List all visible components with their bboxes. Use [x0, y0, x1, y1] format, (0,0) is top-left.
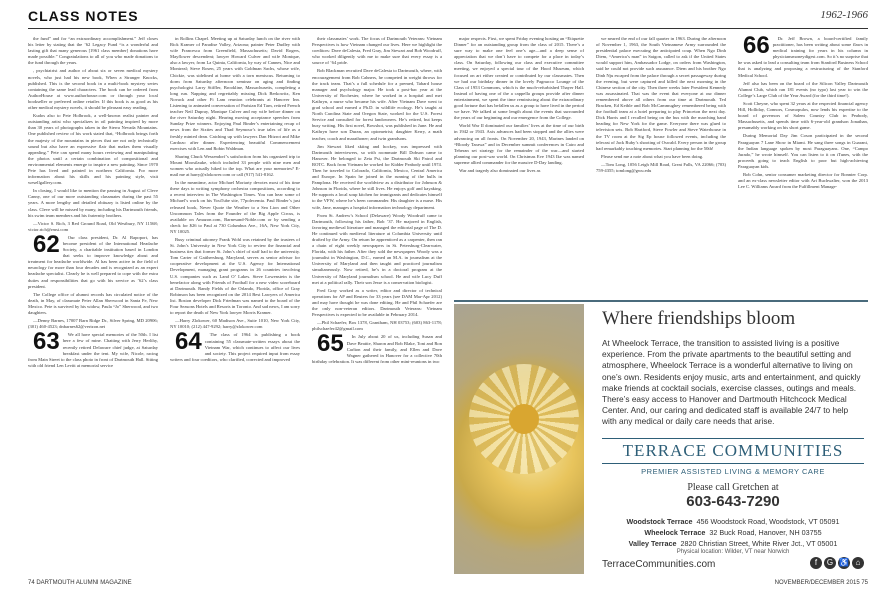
paragraph: 62 Our class president, Dr. Al Rapoport, has become president of the International Headache Society, a charitable institution based in London that seeks to improve knowledge about and treatment for headache worldwide. Al has been active in the field of neurology for more than four decades and is recognized as an expert headache specialist. Clearly he is well prepared to cope with the extra duties and responsibilities that go with his service as ’62’s class president. — [28, 230, 158, 289]
ad-body — [602, 308, 864, 570]
class-year-65: 65 — [317, 330, 344, 358]
signature: —Phil Schaefer, Box 1378, Grantham, NH 03753; (603) 863-1178; philschaefer42@gmail.com — [312, 320, 442, 332]
paragraph: we neared the end of our fall quarter in 1963. During the afternoon of November 1, 1963, the South Vietnamese Army surrounded the presidential palace executing the anticipated coup. When Ngo Dinh Diem, “America’s man” in Saigon, called to ask if the United States would support him, Ambassador Lodge, on orders from Washington, said he could not provide such assurance. Diem and his brother Ngo Dinh Nju escaped from the palace through a secret passageway during the evening, but were captured and killed the next morning in the Chinese section of the city. Then three weeks later President Kennedy was assassinated. That was the event that everyone at our dinner remembered above all others from our time at Dartmouth. Ted Bracken, Ed Keible and Bob McCammughey remembered being with the football team at a hotel preparing to play Princeton the next day. Dick Harris and I recalled being on the bus with the marching band heading for New York for the game. Everyone there was glued to television sets. Bob Hartford, Steve Fowler and Steve Waterhouse in the TV room at the Sig Ep house followed events, including the telecast of Jack Ruby’s shooting of Oswald. Every person in the group had remarkably touching memories. Start planning for the 50th! — [596, 36, 726, 151]
signature: —Victor S. Rich, 3 Red Ground Road, Old Westbury, NY 11568; victor.rich@rmsi.com — [28, 220, 158, 232]
paragraph: 64 The class of 1964 is publishing a book containing 55 classmate-written essays about the Vietnam War, which continues to affect our lives and society. This project required input from essay writers and four coeditors, who clarified, corrected and improved — [170, 328, 300, 362]
accessibility-icon: ♿ — [839, 558, 849, 567]
paragraph: War and tragedy also dominated our lives as — [459, 167, 541, 173]
paragraph: During Memorial Day Jim Coson participated in the second Paraguayan 7 Lane Show in Miami. He sang three songs in Guarani, the Indian language spoken by most Paraguayans. One, “Campo Jurado,” he wrote himself. You can listen to it on iTunes, with the proceeds going to teach English to poor but high-achieving Paraguayan kids. — [738, 133, 868, 169]
ad-blurb: At Wheelock Terrace, the transition to assisted living is a positive experience. From the private apartments to the beautiful setting and atmosphere, Wheelock Terrace is a wonderful alternative to living on one’s own. Residents enjoy music, arts and entertainment, and quickly make friends at cocktail socials, exercise classes, outings and meals. There’s easy access to Hanover and Dartmouth Hitchcock Medical Center. And, our caring and dedicated staff is available 24/7 to help with any medical or daily care needs that arise. — [602, 338, 861, 427]
column-1 — [28, 36, 158, 574]
flower-center — [509, 404, 539, 434]
paragraph: Scott Cheyne, who spent 32 years at the respected financial agency Hill, Holliday, Connors, Cosmopulos, now lends his expertise to the board of governors of Salem Country Club in Peabody, Massachusetts, and spends time with 6-year-old grandson Jonathan, presumably working on his short game. — [738, 100, 868, 131]
paragraph: in Rollins Chapel. Meeting up at Saturday lunch on the river with Rick Kramer of Paradise Valley, Arizona; painter Peter Dudley with wife Francesca from Greenfield, Massachusetts; David Rogers, Mayflower descendent; lawyer Howard Culver and wife Monique, also a lawyer, from La Quinta, California, by way of Cannes, Nice and Montreal; Steve Rosen, 25 years with Goldman Sachs, whose wife, Chickie, was sidelined at home with a torn meniscus. Returning to dorm from Saturday afternoon seminar on aging and finding psychologist Larry Stiffler, Brookline, Massachusetts, completing a long run. Napping and regrettably missing Dick Berkowitz, Ken Novack and other Fi Lam reunion celebrants at Hanover Inn. Listening to animated conversation of Parisian Ed Tarn, retired French teacher Neil Dupray, Monique Culver and my wife before dinner on the river Saturday night. Hearing moving acceptance speeches from Sunday Prize winners. Enjoying Paul Binder’s entertaining recap of news from the Sixties and Thad Seymour’s true tales of life as a freshly minted dean. Catching up with lawyers Dan Hitzrot and Mike Cardozo after dinner. Experiencing beautiful Commencement exercises with Len and Robin Waldman. — [170, 36, 300, 151]
class-year-66: 66 — [743, 36, 770, 59]
paragraph: 65 In July about 20 of us, including Susan and Dave Beattie, Sharon and Bob Blake, Toni and Ron Carlton and their family, and Ellen and Dave Wagner gathered in Hanover for a collective 70th birthday celebration. It was different from other mini-reunions in two — [312, 330, 442, 364]
location-item: Valley Terrace 2820 Christian Street, White River Jct., VT 05001 — [628, 538, 838, 548]
locations-list — [602, 516, 864, 549]
advertisement — [454, 300, 868, 574]
column-5 — [596, 36, 726, 294]
location-item: Wheelock Terrace 32 Buck Road, Hanover, NH 03755 — [644, 527, 822, 537]
paragraph: 66 Dr. Jeff Brown, a board-certified family practitioner, has been writing about some flaws in medical training for years in his column in physiciansmoneydigest.com. So it’s no surprise that he was asked to lead a consulting team from Stanford Business School that is analyzing and proposing a restructuring of the Stanford Medical School. — [738, 36, 868, 78]
paragraph: Kudos also to Pete Holbrook, a well-known realist painter and outstanding artist who specializes in oil painting inspired by more than 30 years of photographs taken in the Sierra Nevada Mountains. One published review of his work stated that, “Holbrook brings forth the majesty of the mountains in pieces that are not only technically sound but also have an expressive flair that makes them visually appealing.” Pete can spend many hours reviewing and manipulating the photos until a certain combination of compositional and environmental elements emerge to inspire a new painting. Since 1970 Pete has lived and painted in northern California. For more information about his skills and his painting style, visit wesellgallery.com. — [28, 113, 158, 186]
google-icon[interactable]: G — [824, 557, 836, 569]
ad-headline: Where friendships bloom — [602, 308, 796, 329]
location-item: Woodstock Terrace 456 Woodstock Road, Woodstock, VT 05091 — [626, 516, 840, 526]
paragraph: World War II dominated our families’ lives at the time of our birth in 1942 or 1943. Axis advances had been stopped and the allies were advancing on all fronts. On November 20, 1943, Marines landed on “Bloody Tarawa” and in December summit conferences in Cairo and Teheran set strategy for the remainder of the war—and started planning our post-war world. On Christmas Eve 1943 Ike was named supreme allied commander for the massive D-Day landing. — [454, 123, 584, 165]
class-year-63: 63 — [33, 328, 60, 356]
paragraph: Please send me a note about what you have been doing. — [601, 153, 704, 159]
paragraph: Bob Blackman recruited Dave deCalesta to Dartmouth, where, with encouragement from Bob Cahners, he competed in weight throws for the track team. That’s a full schedule for a premed, Tabard house manager and psychology major. He took a post-bac year at the University of Rochester, where he worked in a hospital and met Kathryn, a nurse who became his wife. After Vietnam Dave went to grad school and earned a Ph.D. in wildlife ecology. He’s taught at North Carolina State and Oregon State, worked for the U.S. Forest Service and consulted for forest landowners. He’s retired, but keeps busy writing. His first novel, Bowshot, was published in June. He and Kathryn have son Duran, an optometrist; daughter Kerry, a math teacher, coach and marathoner; and twin grandsons. — [312, 68, 442, 141]
class-year-62: 62 — [33, 230, 60, 258]
class-year-64: 64 — [175, 328, 202, 356]
paragraph: Bob Cohn, senior consumer marketing director for Bonnier Corp. and an ex-class newsletter editor with Art Buchwalter, won the 2013 Lee C. Williams Award from the Fulfillment Manage- — [738, 171, 868, 190]
signature: —Tom Long, 1056 Leigh Mill Road, Great Falls, VA 22066; (703) 759-4355; tomlong@gwu.edu — [596, 161, 726, 173]
paragraph: Sharing Chuck Wessendorf’s satisfaction from his organized trip to Mount Moosilauke, which included 33 people with nine men and women who actually hiked to the top. What are your memories? E-mail me at harry@zlokower.com or call (917) 541-8162. — [170, 153, 300, 178]
footer-right: NOVEMBER/DECEMBER 2015 75 — [774, 580, 868, 586]
page-footer — [28, 578, 868, 592]
paragraph: Fred Gray worked as a writer, editor and director of technical operations for AP and Reuters for 33 years (see DAM Mar-Apr 2012) and may have thought he was done editing. He and Phil Schaefer are the only non-veteran editors. Dartmouth Veterans: Vietnam Perspectives is expected to be available in February 2014. — [312, 287, 442, 318]
class-years: 1962-1966 — [820, 9, 868, 21]
footer-left: 74 DARTMOUTH ALUMNI MAGAZINE — [28, 580, 132, 586]
phone-number[interactable]: 603-643-7290 — [686, 492, 780, 510]
paragraph: From St. Andrew’s School (Delaware) Woody Woodruff came to Dartmouth, following his father, Bob ’37. He majored in English, favoring medieval literature and managed the editorial page of The D. He continued with medieval literature at Columbia University until drafted by the Army. On return he apprenticed as a carpenter, then ran a chain of eight weekly newspapers in St. Petersburg-Clearwater, Florida, with his father. After they sold the newspapers Woody was a journalist in Washington, D.C., earned an M.A. in journalism at the University of Maryland and then taught and practiced journalism simultaneously. Now retired, he’s in a doctoral program at the University of Maryland journalism school. He and wife Lucy Duff met at a political rally. Their son Jesse is a conservation biologist. — [312, 212, 442, 285]
column-4 — [454, 36, 584, 294]
paragraph: Busy criminal attorney Frank Wohl was retained by the trustees of St. John’s University in New York City to review the financial and business ties that former St. John’s chief of staff had to the university. Tom Carter of Gaithersburg, Maryland, serves as senior advisor for cooperative development at the U.S. Agency for International Development, managing grant programs in 26 countries involving U.S. companies such as Land O’ Lakes. Steve Lowenstein is the benefactor along with Friends of Football for a new video scoreboard at Dartmouth. Randy Fields of the Orlando, Florida, office of Gray Robinson has been recognized on the 2014 Best Lawyers of America list. Boston developer Dick Friedman was named to the board of the Four Seasons Hotels and Resorts in Toronto. And sad news, I am sorry to report the death of New York lawyer Morris Kramer. — [170, 237, 300, 316]
social-icons — [808, 552, 864, 570]
signature: —Harry Zlokower, 60 Madison Ave., Suite 1010, New York City, NY 10010; (212) 447-9292; harry@zlokower.com — [170, 318, 300, 330]
paragraph: Jeff also has been on the board of the Silicon Valley Dartmouth Alumni Club, which ran 181 events (no typo) last year to win the College’s Large Club of the Year Award (for the third time!). — [738, 80, 868, 98]
paragraph: 63 We all have special memories of the 50th. I list here a few of mine. Chatting with Jerry Herlihy, recently retired Delaware chief judge, at Saturday breakfast under the tent. My wife, Nicole, racing from Main Street to the class photo in front of Dartmouth Hall. Sitting with old friend Len Levitt at memorial service — [28, 328, 158, 368]
logo-tagline: PREMIER ASSISTED LIVING & MEMORY CARE — [641, 466, 825, 476]
column-2 — [170, 36, 300, 574]
paragraph: Jim Stewart liked skiing and hockey, was impressed with Dartmouth interviewers, so with roommate Bill Dobson came to Hanover. He belonged to Zeta Psi, the Dartmouth Ski Patrol and ROTC. Back from Vietnam he worked for Kidder Peabody until 1974. Then he traveled to Colorado, California, Mexico, Central America and Europe. In Spain he joined in the running of the bulls in Pamplona. He received the worldview as a distributor for Johnson & Johnson in Florida, where he still lives. He enjoys golf and kayaking. He supports a local soup kitchen for immigrants and dedicates himself to the VFW, where he’s been commander. His daughter is a nurse. His wife, Jane, manages a hospital information technology department. — [312, 143, 442, 210]
section-title: CLASS NOTES — [28, 8, 139, 24]
column-3 — [312, 36, 442, 574]
flower-photo — [454, 304, 584, 574]
paragraph: their classmates’ work. The focus of Dartmouth Veterans: Vietnam Perspectives is how Vietnam changed our lives. Here we highlight the coeditors: Dave deCalesta, Fred Gray, Jim Stewart and Bob Woodruff, who worked diligently with me to make sure that every essay is a source of ’64 pride. — [312, 36, 442, 66]
column-6 — [738, 36, 868, 294]
website-link[interactable]: TerraceCommunities.com — [602, 558, 716, 570]
terrace-logo — [602, 438, 864, 476]
call-prompt: Please call Gretchen at — [687, 481, 779, 493]
physical-location: Physical location: Wilder, VT near Norwich — [676, 548, 790, 555]
paragraph: major respects. First, we spent Friday evening hosting an “Etiquette Dinner” for an outstanding group from the class of 2015. There’s a sure way to make one feel one’s age—and a deep sense of appreciation that we don’t have to compete for a place in today’s class. On Saturday, following our class and executive committee meeting, we enjoyed a special tour of the Hood Museum, which focused on art either created or contributed by our classmates. Then we had our birthday dinner in the lovely Pagnucco Lounge of the Class of 1953 Commons, which is the much-refurbished Thayer Hall. Instead of having one of the a cappella groups provide after dinner entertainment, we spent the time reminiscing about the extraordinary good fortune that has befallen us as a group to have lived in the period we have. We talked at some length about the events that surrounded the years of our beginning and our emergence from the College. — [454, 36, 584, 121]
paragraph: The College office of alumni records has circulated notice of the death, in May, of classmate Peter Allan Sherwood in Santa Fe, New Mexico. Pete is survived by his widow, Paula “Jo” Sherwood, and two daughters. — [28, 291, 158, 316]
signature: —Denny Barnes, 17007 Barn Ridge Dr., Silver Spring, MD 20906; (301) 460-4523; dnbarnes62@verizon.net — [28, 318, 158, 330]
facebook-icon[interactable]: f — [810, 557, 822, 569]
paragraph: the fund” and for “an extraordinary accomplishment.” Jeff closes his letter by stating that the ’62 Legacy Fund “is a wonderful and lasting gift that many generous [1961 class member] donations have made possible.” Congratulations to all of you who made donations to the fund through the years. — [28, 36, 158, 66]
paragraph: In closing, I would like to mention the passing in August of Cleve Canny, one of our more outstanding classmates during the past 55 years. A more lengthy and detailed obituary is listed online by the class. Cleve will be missed by many, including his Dartmouth friends, his swim team members and his fraternity brothers. — [28, 188, 158, 218]
equal-housing-icon: ⌂ — [852, 557, 864, 569]
logo-name: TERRACE COMMUNITIES — [602, 438, 864, 464]
paragraph: In the meantime, actor Michael Moriarty devotes most of his time these days to writing symphony orchestra compositions, according to a recent interview in The Washington Times. You can hear some of Michael’s work on his YouTube site, 77polecemia. Paul Binder’s just released book, Never Quote the Weather to a Sea Lion and Other Uncommon Tales from the Founder of the Big Apple Circus, is available on Amazon.com, Barnesand-Noble.com or by sending a check for $26 to Paul at 730 Columbus Ave., 16A, New York City, NY 10025. — [170, 180, 300, 234]
paragraph: , psychiatrist and author of about six or seven medical mystery novels, who just had his new book, When a Stranger Knocks, published. This is the second book in a multi-book mystery series containing the same lead characters. The book can be ordered from AuthorHouse at www.authorhouse.com or through your local bookseller or preferred online retailer. If this book is as good as his other medical mystery novels, it should be pleasant easy reading. — [28, 68, 158, 111]
page-header — [28, 6, 868, 29]
